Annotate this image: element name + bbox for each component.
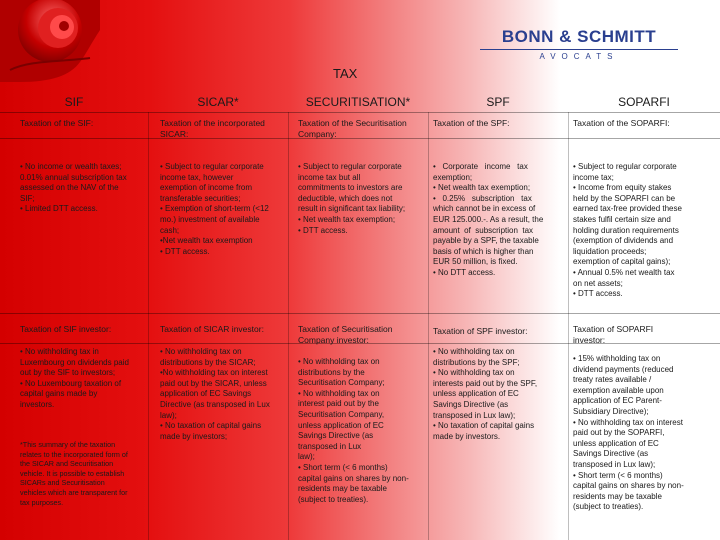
table-column-rule: [148, 112, 149, 540]
text-line: paid out by the SOPARFI,: [573, 428, 665, 438]
table-column-rule: [288, 112, 289, 540]
text-line: • Short term (< 6 months): [298, 462, 388, 472]
text-line: result in significant tax liability;: [298, 204, 406, 214]
text-line: held by the SOPARFI can be: [573, 193, 676, 203]
text-line: • Subject to regular corporate: [573, 162, 677, 171]
securitisation-tax-body: [298, 162, 428, 236]
text-line: distributions by the SICAR;: [160, 357, 256, 367]
logo-firm-name: BONN & SCHMITT: [501, 27, 657, 46]
text-line: interest paid out by the: [298, 399, 379, 409]
text-line: deductible, which does not: [298, 193, 393, 203]
company-logo: [474, 27, 684, 61]
text-line: earned tax-free provided these: [573, 204, 682, 214]
sif-tax-title: Taxation of the SIF:: [20, 118, 94, 128]
text-line: on net assets;: [573, 278, 623, 288]
soparfi-tax-title: Taxation of the SOPARFI:: [573, 118, 670, 128]
text-line: transferable securities;: [160, 193, 241, 203]
text-line: • Short term (< 6 months): [573, 470, 663, 480]
text-line: (subject to treaties).: [298, 494, 369, 504]
text-line: •No withholding tax on interest: [160, 368, 268, 378]
text-line: tax purposes.: [20, 497, 64, 507]
text-line: the SICAR and Securitisation: [20, 459, 114, 469]
text-line: • Net wealth tax exemption;: [298, 214, 396, 224]
column-header-securitisation: SECURITISATION*: [305, 95, 411, 109]
text-line: assessed on the NAV of the: [20, 183, 119, 193]
text-line: • No withholding tax in: [20, 347, 99, 356]
text-line: Savings Directive (as: [573, 449, 649, 459]
sicar-investor-body: [160, 347, 288, 442]
soparfi-investor-title: Taxation of SOPARFI investor:: [573, 324, 654, 345]
text-line: dividend payments (reduced: [573, 364, 674, 374]
text-line: paid out by the SICAR, unless: [160, 378, 267, 388]
text-line: • No withholding tax on interest: [573, 417, 683, 427]
text-line: mo.) investment of available: [160, 214, 260, 224]
text-line: out by the SIF to investors;: [20, 368, 116, 378]
text-line: vehicle. It is possible to establish: [20, 468, 125, 478]
text-line: Subsidiary Directive);: [573, 406, 649, 416]
text-line: • DTT access.: [160, 246, 210, 256]
text-line: • No taxation of capital gains: [433, 421, 535, 431]
text-line: distributions by the: [298, 367, 365, 377]
text-line: interests paid out by the SPF,: [433, 378, 538, 388]
text-line: income tax but all: [298, 172, 361, 182]
text-line: unless application of EC: [298, 420, 384, 430]
text-line: stakes fulfil certain size and: [573, 214, 671, 224]
soparfi-tax-body: [573, 162, 719, 300]
text-line: commitments to investors are: [298, 183, 403, 193]
text-line: Directive (as transposed in Lux: [160, 399, 270, 409]
text-line: unless application of EC: [433, 389, 519, 399]
column-header-soparfi: SOPARFI: [618, 95, 670, 109]
text-line: • No taxation of capital gains: [160, 421, 262, 431]
text-line: SIF;: [20, 193, 35, 203]
column-header-sicar: SICAR*: [197, 95, 239, 109]
text-line: (exemption of dividends and: [573, 236, 674, 246]
text-line: • No withholding tax on: [160, 347, 242, 356]
sofa-image: [0, 0, 100, 82]
text-line: amount of subscription tax: [433, 225, 534, 235]
text-line: capital gains made by: [20, 389, 98, 399]
text-line: application of EC Savings: [160, 389, 252, 399]
text-line: distributions by the SPF;: [433, 357, 520, 367]
sif-investor-title: Taxation of SIF investor:: [20, 324, 112, 334]
sicar-investor-title: Taxation of SICAR investor:: [160, 324, 264, 334]
securitisation-investor-body: [298, 357, 428, 505]
text-line: • Subject to regular corporate: [160, 162, 264, 171]
text-line: EUR 125.000.-. As a result, the: [433, 214, 544, 224]
text-line: vehicles which are transparent for: [20, 487, 128, 497]
sif-tax-body: [20, 162, 148, 215]
text-line: • 15% withholding tax on: [573, 354, 661, 363]
securitisation-investor-title: Taxation of Securitisation Company investor:: [298, 324, 393, 345]
table-header-rule: [0, 112, 720, 113]
text-line: residents may be taxable: [298, 484, 387, 494]
text-line: relates to the incorporated form of: [20, 449, 128, 459]
text-line: treaty rates available /: [573, 375, 652, 385]
text-line: • DTT access.: [298, 225, 348, 235]
text-line: • Net wealth tax exemption;: [433, 183, 531, 193]
text-line: exemption of capital gains);: [573, 257, 671, 267]
page-title: TAX: [333, 66, 358, 81]
text-line: Savings Directive (as: [433, 399, 509, 409]
text-line: • Income from equity stakes: [573, 183, 672, 193]
text-line: • No Luxembourg taxation of: [20, 378, 122, 388]
text-line: • No DTT access.: [433, 267, 496, 277]
text-line: law);: [160, 410, 177, 420]
text-line: • No withholding tax on: [433, 368, 515, 378]
text-line: exemption of income from: [160, 183, 253, 193]
text-line: (subject to treaties).: [573, 502, 644, 512]
text-line: 0.01% annual subscription tax: [20, 172, 127, 182]
text-line: • No withholding tax on: [433, 347, 515, 356]
sicar-tax-body: [160, 162, 288, 257]
table-row-rule: [0, 313, 720, 314]
text-line: capital gains on shares by non-: [573, 481, 684, 491]
text-line: Securitisation Company;: [298, 378, 385, 388]
text-line: EUR 50 million, is fixed.: [433, 257, 518, 267]
text-line: unless application of EC: [573, 438, 659, 448]
spf-tax-title: Taxation of the SPF:: [433, 118, 510, 128]
text-line: income tax, however: [160, 172, 234, 182]
sicar-tax-title: Taxation of the incorporated SICAR:: [160, 118, 265, 139]
text-line: holding duration requirements: [573, 225, 679, 235]
text-line: exemption;: [433, 172, 473, 182]
text-line: investors.: [20, 399, 55, 409]
text-line: law);: [298, 452, 315, 462]
text-line: Savings Directive (as: [298, 431, 374, 441]
spf-investor-body: [433, 347, 567, 442]
text-line: capital gains on shares by non-: [298, 473, 409, 483]
spf-tax-body: [433, 162, 567, 279]
text-line: • DTT access.: [573, 289, 623, 299]
text-line: residents may be taxable: [573, 491, 662, 501]
text-line: transposed in Lux law);: [573, 459, 656, 469]
column-header-sif: SIF: [64, 95, 84, 109]
text-line: •Net wealth tax exemption: [160, 236, 253, 246]
text-line: transposed in Lux law);: [433, 410, 516, 420]
text-line: • No withholding tax on: [298, 357, 380, 366]
text-line: • 0.25% subscription tax: [433, 193, 532, 203]
text-line: • Annual 0.5% net wealth tax: [573, 267, 675, 277]
footnote: [20, 440, 148, 507]
sif-investor-body: [20, 347, 148, 411]
soparfi-investor-body: [573, 354, 719, 513]
text-line: basis of which is higher than: [433, 246, 534, 256]
text-line: SICARs and Securitisation: [20, 478, 105, 488]
text-line: Luxembourg on dividends paid: [20, 357, 129, 367]
text-line: cash;: [160, 225, 180, 235]
text-line: Securitisation Company,: [298, 409, 385, 419]
table-column-rule: [568, 112, 569, 540]
column-header-spf: SPF: [486, 95, 510, 109]
text-line: made by investors;: [160, 431, 228, 441]
text-line: payable by a SPF, the taxable: [433, 236, 539, 246]
text-line: • Corporate income tax: [433, 162, 528, 171]
text-line: • Subject to regular corporate: [298, 162, 402, 171]
text-line: made by investors.: [433, 431, 501, 441]
text-line: • No income or wealth taxes;: [20, 162, 122, 171]
text-line: • Limited DTT access.: [20, 204, 98, 214]
text-line: income tax;: [573, 172, 614, 182]
spf-investor-title: Taxation of SPF investor:: [433, 326, 528, 336]
text-line: exemption available upon: [573, 385, 664, 395]
text-line: liquidation proceeds;: [573, 246, 647, 256]
text-line: • Exemption of short-term (<12: [160, 204, 269, 214]
logo-subtitle: AVOCATS: [539, 52, 619, 61]
text-line: transposed in Lux: [298, 441, 362, 451]
text-line: which cannot be in excess of: [433, 204, 536, 214]
text-line: application of EC Parent-: [573, 396, 662, 406]
logo-divider: [480, 49, 678, 50]
securitisation-tax-title: Taxation of the Securitisation Company:: [298, 118, 407, 139]
text-line: • No withholding tax on: [298, 388, 380, 398]
text-line: *This summary of the taxation: [20, 440, 116, 449]
table-column-rule: [428, 112, 429, 540]
